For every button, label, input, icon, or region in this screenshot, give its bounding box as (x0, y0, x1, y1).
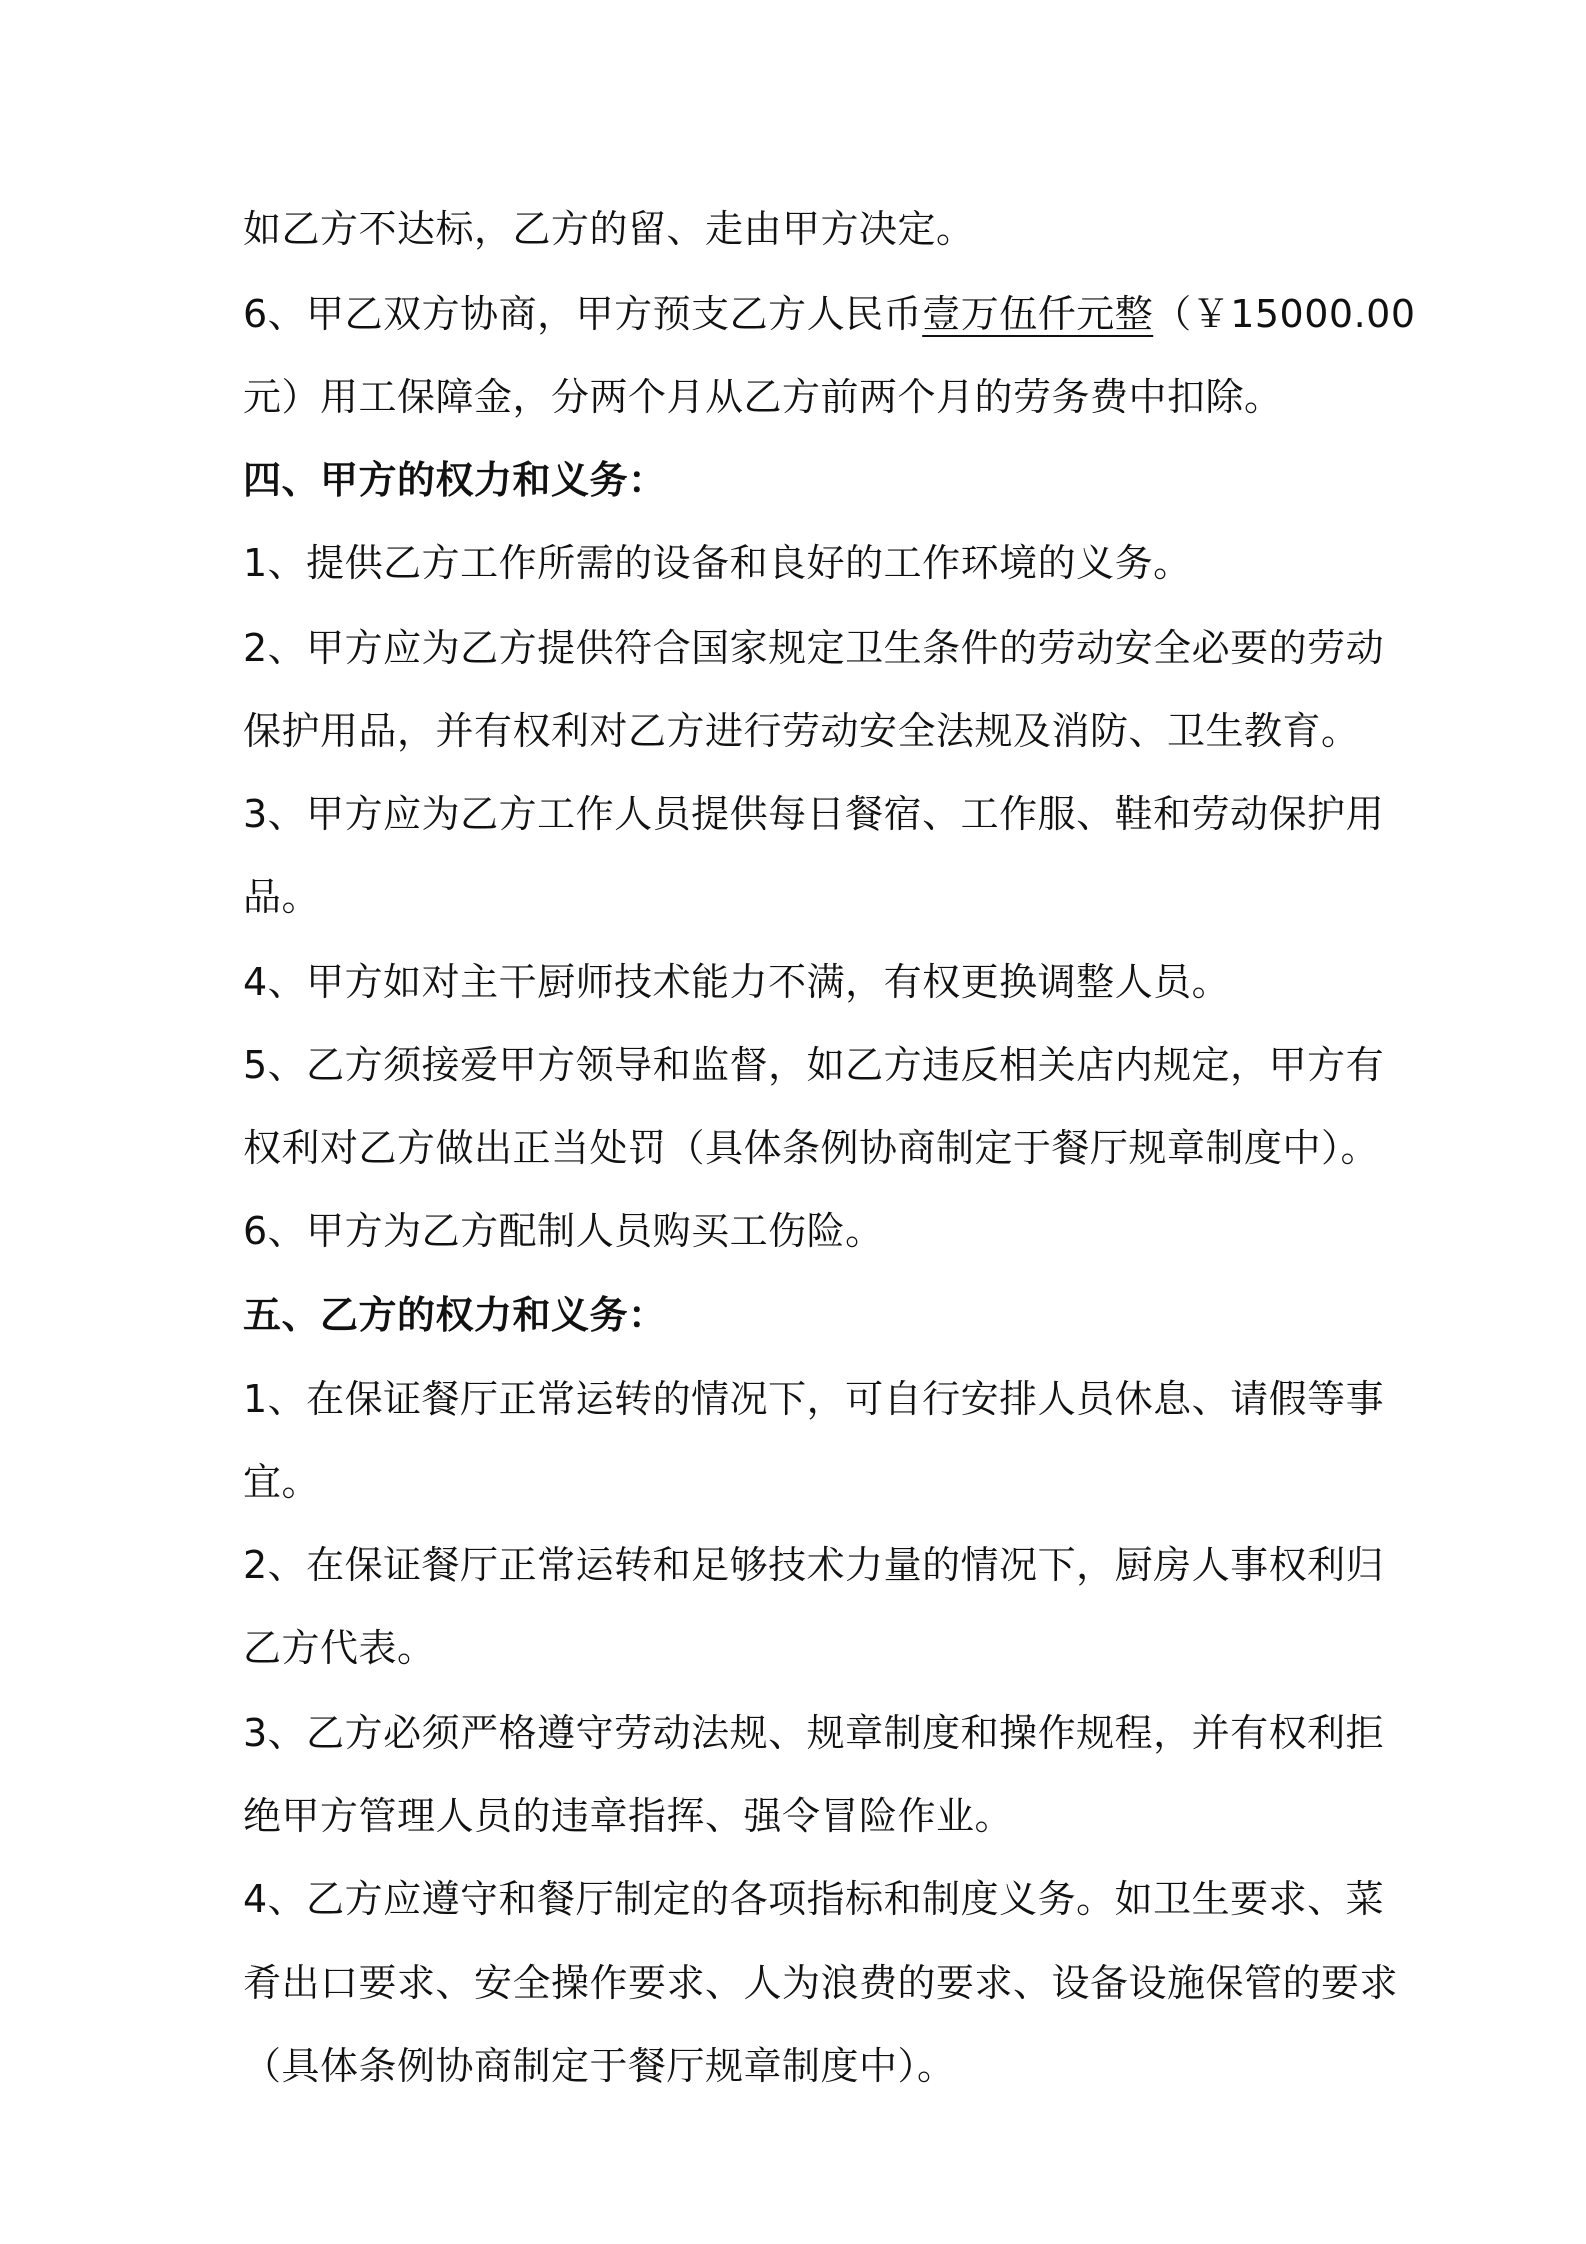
paragraph-line: 6、甲方为乙方配制人员购买工伤险。 (243, 1209, 884, 1253)
paragraph-line: 1、提供乙方工作所需的设备和良好的工作环境的义务。 (243, 541, 1192, 585)
amount-in-words: 壹万伍仟元整 (922, 292, 1154, 336)
paragraph-line: 2、在保证餐厅正常运转和足够技术力量的情况下，厨房人事权利归 (243, 1543, 1385, 1587)
paragraph-line: 乙方代表。 (243, 1626, 436, 1670)
paragraph-line: 如乙方不达标，乙方的留、走由甲方决定。 (243, 207, 975, 251)
paragraph-line: 5、乙方须接爱甲方领导和监督，如乙方违反相关店内规定，甲方有 (243, 1043, 1385, 1087)
clause-text: 6、甲乙双方协商，甲方预支乙方人民币 (243, 292, 923, 336)
section-heading: 五、乙方的权力和义务： (243, 1292, 667, 1337)
paragraph-line: 品。 (243, 875, 321, 919)
paragraph-line: 宜。 (243, 1460, 321, 1504)
paragraph-line: 3、乙方必须严格遵守劳动法规、规章制度和操作规程，并有权利拒 (243, 1711, 1385, 1755)
amount-in-figures: （￥15000.00 (1153, 292, 1416, 336)
paragraph-line: 肴出口要求、安全操作要求、人为浪费的要求、设备设施保管的要求 (243, 1961, 1399, 2005)
paragraph-line: 4、甲方如对主干厨师技术能力不满，有权更换调整人员。 (243, 960, 1231, 1004)
paragraph-line: 权利对乙方做出正当处罚（具体条例协商制定于餐厅规章制度中）。 (243, 1126, 1380, 1170)
paragraph-line (243, 289, 1416, 339)
paragraph-line: 元）用工保障金，分两个月从乙方前两个月的劳务费中扣除。 (243, 375, 1283, 419)
section-heading: 四、甲方的权力和义务： (243, 457, 667, 502)
paragraph-line: （具体条例协商制定于餐厅规章制度中）。 (243, 2044, 956, 2088)
paragraph-line: 2、甲方应为乙方提供符合国家规定卫生条件的劳动安全必要的劳动 (243, 626, 1385, 670)
paragraph-line: 绝甲方管理人员的违章指挥、强令冒险作业。 (243, 1794, 1014, 1838)
paragraph-line: 保护用品，并有权利对乙方进行劳动安全法规及消防、卫生教育。 (243, 709, 1360, 753)
paragraph-line: 1、在保证餐厅正常运转的情况下，可自行安排人员休息、请假等事 (243, 1377, 1385, 1421)
paragraph-line: 4、乙方应遵守和餐厅制定的各项指标和制度义务。如卫生要求、菜 (243, 1877, 1385, 1921)
paragraph-line: 3、甲方应为乙方工作人员提供每日餐宿、工作服、鞋和劳动保护用 (243, 792, 1385, 836)
